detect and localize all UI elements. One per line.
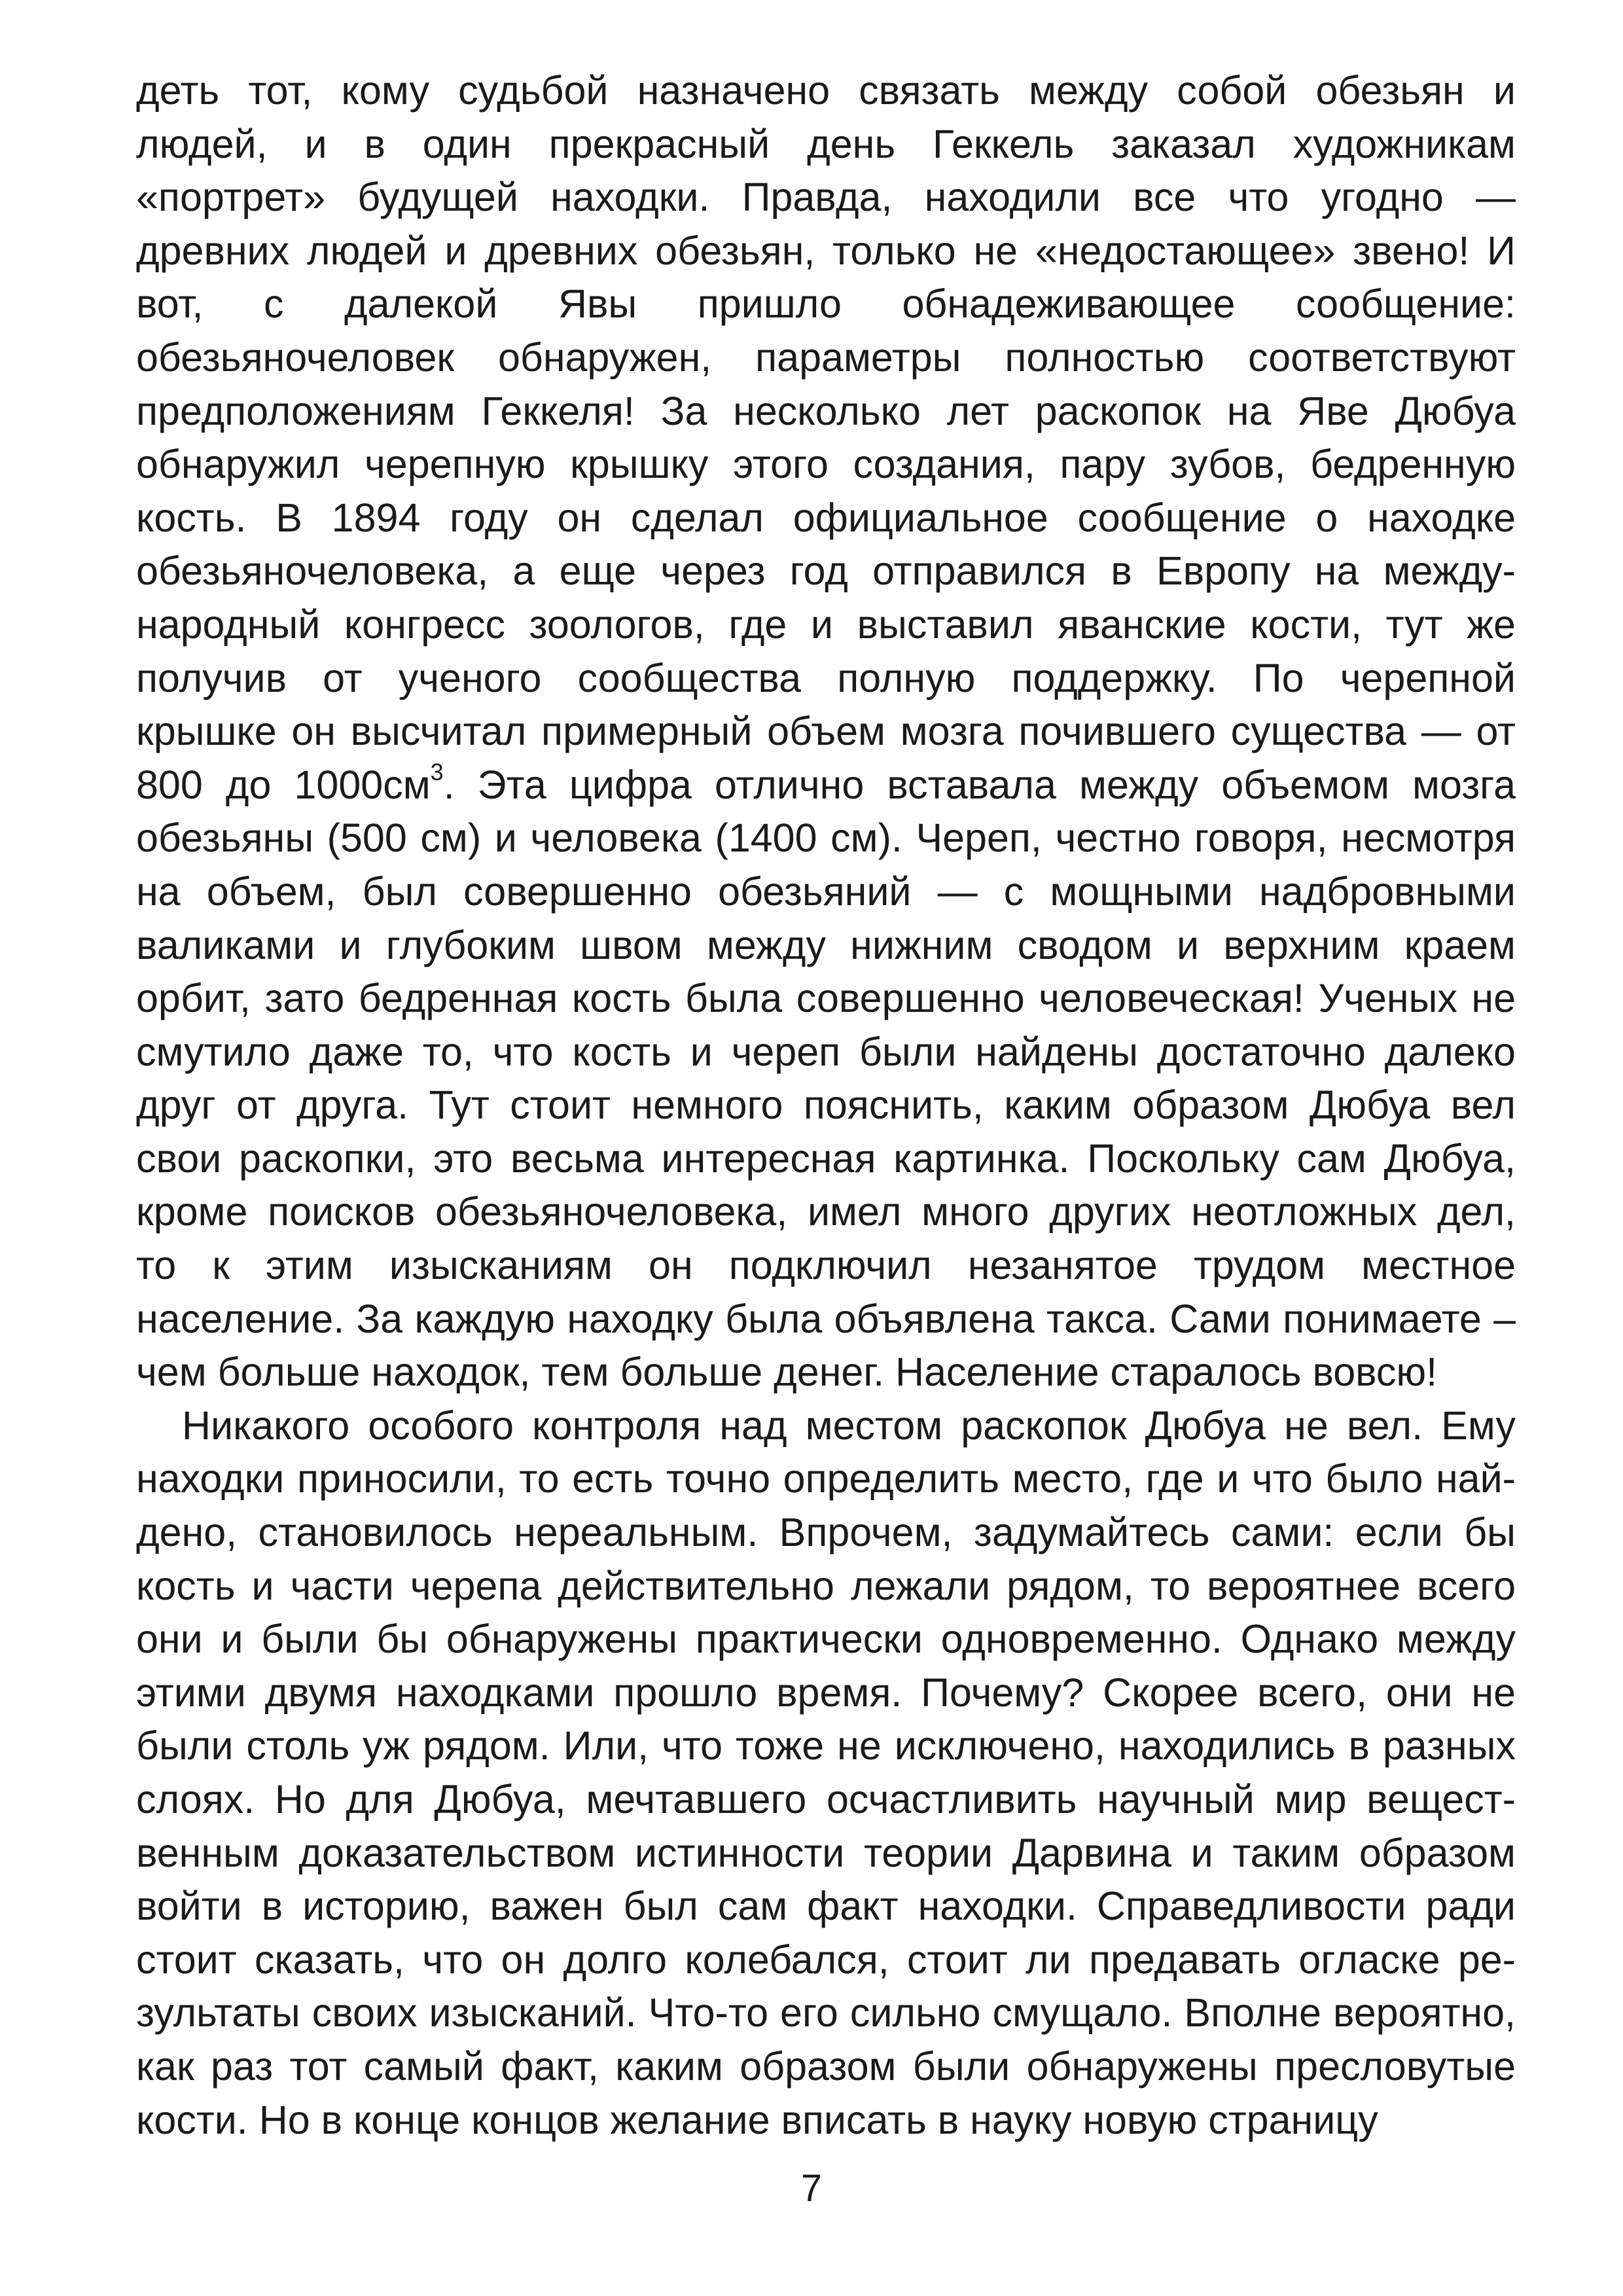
text-line: слоях. Но для Дюбуа, мечтавшего осчастливить научный мир вещест- xyxy=(136,1777,1516,1821)
text-line: чем больше находок, тем больше денег. Население старалось вовсю! xyxy=(136,1350,1438,1395)
text-line: дено, становилось нереальным. Впрочем, задумайтесь сами: если бы xyxy=(136,1510,1516,1555)
text-line: древних людей и древних обезьян, только не «недостающее» звено! И xyxy=(136,228,1516,273)
text-line: обнаружил черепную крышку этого создания, пару зубов, бедренную xyxy=(136,442,1516,487)
text-line: свои раскопки, это весьма интересная картинка. Поскольку сам Дюбуа, xyxy=(136,1136,1516,1181)
text-line: обезьяночеловека, а еще через год отправился в Европу на между- xyxy=(136,548,1516,594)
text-line-with-superscript xyxy=(136,759,1516,812)
paragraph-1 xyxy=(136,64,1516,1399)
text-line: находки приносили, то есть точно определить место, где и что было най- xyxy=(136,1456,1516,1501)
text-line: вот, с далекой Явы пришло обнадеживающее сообщение: xyxy=(136,281,1516,327)
text-line: венным доказательством истинности теории Дарвина и таким образом xyxy=(136,1830,1516,1875)
body-text xyxy=(136,64,1516,2147)
text-line: кости. Но в конце концов желание вписать в науку новую страницу xyxy=(136,2097,1378,2142)
text-segment: . Эта цифра отлично вставала между объемом мозга xyxy=(443,762,1516,807)
text-line: друг от друга. Тут стоит немного пояснить, каким образом Дюбуа вел xyxy=(136,1083,1516,1128)
text-line: людей, и в один прекрасный день Геккель заказал художникам xyxy=(136,121,1516,166)
text-line: как раз тот самый факт, каким образом были обнаружены пресловутые xyxy=(136,2043,1516,2089)
text-line: Никакого особого контроля над местом раскопок Дюбуа не вел. Ему xyxy=(182,1403,1516,1448)
text-line: кость и части черепа действительно лежали рядом, то вероятнее всего xyxy=(136,1563,1516,1608)
text-line: на объем, был совершенно обезьяний — с мощными надбровными xyxy=(136,869,1516,914)
text-line: народный конгресс зоологов, где и выставил яванские кости, тут же xyxy=(136,601,1516,647)
text-line: смутило даже то, что кость и череп были найдены достаточно далеко xyxy=(136,1029,1516,1074)
text-line: «портрет» будущей находки. Правда, находили все что угодно — xyxy=(136,175,1516,220)
text-line: деть тот, кому судьбой назначено связать между собой обезьян и xyxy=(136,68,1516,113)
text-line: орбит, зато бедренная кость была совершенно человеческая! Ученых не xyxy=(136,976,1516,1021)
text-line: зультаты своих изысканий. Что-то его сильно смущало. Вполне вероятно, xyxy=(136,1990,1516,2036)
superscript: 3 xyxy=(430,758,444,785)
text-line: были столь уж рядом. Или, что тоже не исключено, находились в разных xyxy=(136,1723,1516,1768)
page-number: 7 xyxy=(800,2167,823,2210)
text-segment: 800 до 1000см xyxy=(136,762,431,807)
text-line: обезьяны (500 см) и человека (1400 см). Череп, честно говоря, несмотря xyxy=(136,816,1516,861)
text-line: этими двумя находками прошло время. Почему? Скорее всего, они не xyxy=(136,1670,1516,1715)
text-line: валиками и глубоким швом между нижним сводом и верхним краем xyxy=(136,922,1516,967)
text-line: то к этим изысканиям он подключил незанятое трудом местное xyxy=(136,1243,1516,1288)
text-line: кость. В 1894 году он сделал официальное сообщение о находке xyxy=(136,495,1516,540)
text-line: войти в историю, важен был сам факт находки. Справедливости ради xyxy=(136,1884,1516,1929)
text-line: население. За каждую находку была объявлена такса. Сами понимаете – xyxy=(136,1296,1516,1341)
text-line: крышке он высчитал примерный объем мозга почившего существа — от xyxy=(136,709,1516,754)
paragraph-2 xyxy=(136,1399,1516,2147)
text-line: получив от ученого сообщества полную поддержку. По черепной xyxy=(136,655,1516,700)
text-line: обезьяночеловек обнаружен, параметры полностью соответствуют xyxy=(136,334,1516,380)
text-line: кроме поисков обезьяночеловека, имел много других неотложных дел, xyxy=(136,1189,1516,1234)
text-line: они и были бы обнаружены практически одновременно. Однако между xyxy=(136,1617,1516,1662)
text-line: стоит сказать, что он долго колебался, стоит ли предавать огласке ре- xyxy=(136,1937,1516,1982)
text-line: предположениям Геккеля! За несколько лет раскопок на Яве Дюбуа xyxy=(136,388,1516,433)
